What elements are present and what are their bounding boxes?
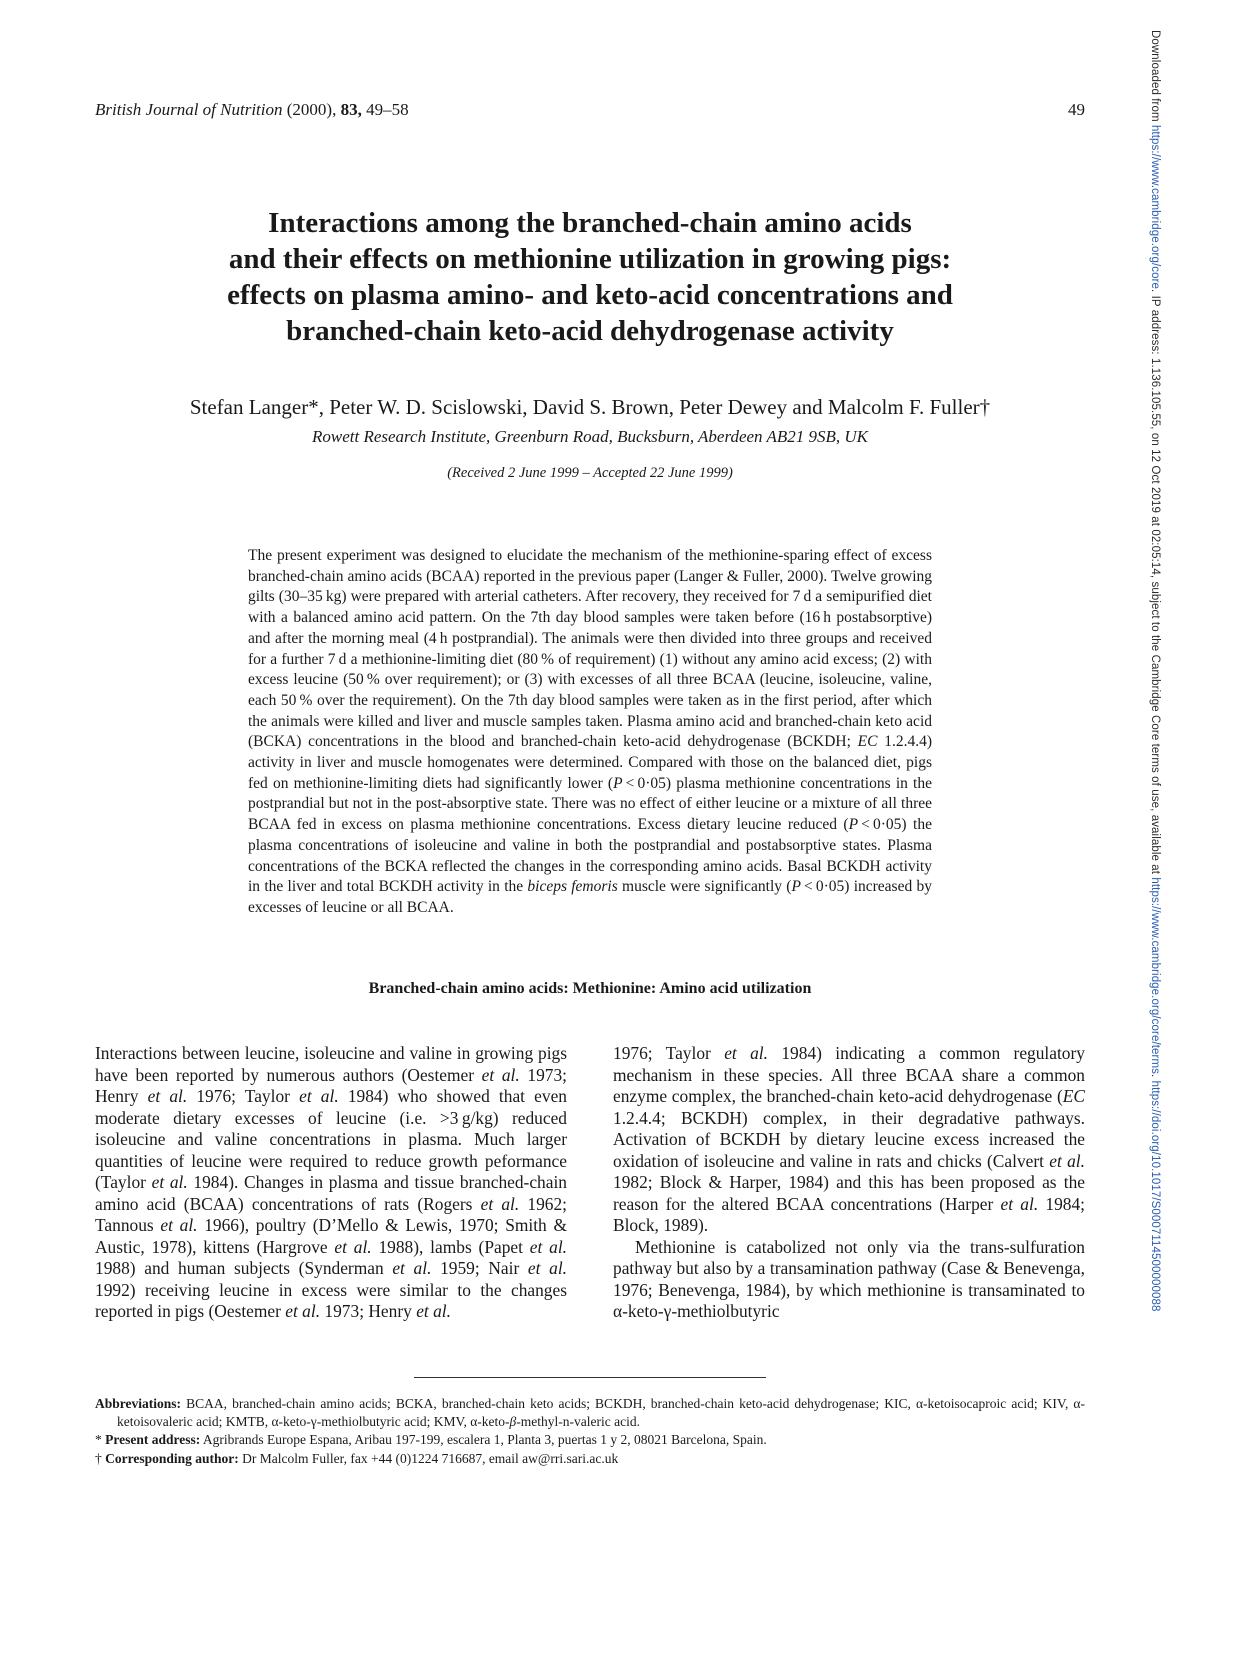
author-list: Stefan Langer*, Peter W. D. Scislowski, David S. Brown, Peter Dewey and Malcolm F. Fuller†: [189, 395, 991, 419]
page-number: 49: [1068, 100, 1085, 119]
footnotes: [95, 1395, 1085, 1468]
paragraph: Methionine is catabolized not only via the trans-sulfuration pathway but also by a transamination pathway (Case & Benevenga, 1976; Benevenga, 1984), by which methionine is transaminated to α-keto-γ-methiolbutyric: [613, 1236, 1085, 1321]
keywords: Branched-chain amino acids: Methionine: Amino acid utilization: [368, 980, 812, 997]
journal-year: (2000),: [286, 100, 337, 119]
title-line: and their effects on methionine utilization in growing pigs:: [228, 243, 952, 275]
terms-link[interactable]: https://www.cambridge.org/core/terms: [1149, 877, 1161, 1075]
body-column-right: [613, 1043, 1085, 1323]
download-note: Downloaded from https://www.cambridge.org/core. IP address: 1.136.105.55, on 12 Oct 2019 at 02:05:14, subject to the Cambridge Core terms of use, available at https://www.cambridge.org/core/terms. https://doi.org/10.1017/S0007114500000088: [1149, 30, 1161, 1312]
received-dates: (Received 2 June 1999 – Accepted 22 June 1999): [447, 465, 733, 481]
title-line: Interactions among the branched-chain amino acids: [268, 207, 912, 239]
abbreviations-footnote: Abbreviations: BCAA, branched-chain amino acids; BCKA, branched-chain keto acids; BCKDH, branched-chain keto-acid dehydrogenase; KIC, α-ketoisocaproic acid; KIV, α-ketoisovaleric acid; KMTB, α-keto-γ-methiolbutyric acid; KMV, α-keto-β-methyl-n-valeric acid.: [95, 1396, 1085, 1429]
paragraph: Interactions between leucine, isoleucine and valine in growing pigs have been reported by numerous authors (Oestemer et al. 1973; Henry et al. 1976; Taylor et al. 1984) who showed that even moderate dietary excesses of leucine (i.e. >3 g/kg) reduced isoleucine and valine concentrations in plasma. Much larger quantities of leucine were required to reduce growth peformance (Taylor et al. 1984). Changes in plasma and tissue branched-chain amino acid (BCAA) concentrations of rats (Rogers et al. 1962; Tannous et al. 1966), poultry (D’Mello & Lewis, 1970; Smith & Austic, 1978), kittens (Hargrove et al. 1988), lambs (Papet et al. 1988) and human subjects (Synderman et al. 1959; Nair et al. 1992) receiving leucine in excess were similar to the changes reported in pigs (Oestemer et al. 1973; Henry et al.: [95, 1043, 568, 1321]
journal-volume: 83,: [340, 100, 362, 119]
paragraph: 1976; Taylor et al. 1984) indicating a common regulatory mechanism in these species. All three BCAA share a common enzyme complex, the branched-chain keto-acid dehydrogenase (EC 1.2.4.4; BCKDH) complex, in their degradative pathways. Activation of BCKDH by dietary leucine excess increased the oxidation of isoleucine and valine in rats and chicks (Calvert et al. 1982; Block & Harper, 1984) and this has been proposed as the reason for the altered BCAA concentrations (Harper et al. 1984; Block, 1989).: [613, 1043, 1085, 1235]
present-address-footnote: * Present address: Agribrands Europe Espana, Aribau 197-199, escalera 1, Planta 3, puertas 1 y 2, 08021 Barcelona, Spain.: [95, 1432, 767, 1447]
abstract: The present experiment was designed to elucidate the mechanism of the methionine-sparing effect of excess branched-chain amino acids (BCAA) reported in the previous paper (Langer & Fuller, 2000). Twelve growing gilts (30–35 kg) were prepared with arterial catheters. After recovery, they received for 7 d a semipurified diet with a balanced amino acid pattern. On the 7th day blood samples were taken before (16 h postabsorptive) and after the morning meal (4 h postprandial). The animals were then divided into three groups and received for a further 7 d a methionine-limiting diet (80 % of requirement) (1) without any amino acid excess; (2) with excess leucine (50 % over requirement); or (3) with excesses of all three BCAA (leucine, isoleucine, valine, each 50 % over the requirement). On the 7th day blood samples were taken as in the first period, after which the animals were killed and liver and muscle samples taken. Plasma amino acid and branched-chain keto acid (BCKA) concentrations in the blood and branched-chain keto-acid dehydrogenase (BCKDH; EC 1.2.4.4) activity in liver and muscle homogenates were determined. Compared with those on the balanced diet, pigs fed on methionine-limiting diets had significantly lower (P < 0·05) plasma methionine concentrations in the postprandial but not in the post-absorptive state. There was no effect of either leucine or a mixture of all three BCAA fed in excess on plasma methionine concentrations. Excess dietary leucine reduced (P < 0·05) the plasma concentrations of isoleucine and valine in both the postprandial and postabsorptive states. Plasma concentrations of the BCKA reflected the changes in the corresponding amino acids. Basal BCKDH activity in the liver and total BCKDH activity in the biceps femoris muscle were significantly (P < 0·05) increased by excesses of leucine or all BCAA.: [248, 547, 932, 916]
body-column-left: [95, 1043, 567, 1323]
core-link[interactable]: https://www.cambridge.org/core: [1149, 124, 1161, 290]
title-line: effects on plasma amino- and keto-acid concentrations and: [227, 279, 953, 311]
journal-pages: 49–58: [366, 100, 409, 119]
running-head: [95, 100, 409, 120]
doi-link[interactable]: https://doi.org/10.1017/S0007114500000088: [1149, 1080, 1161, 1312]
footnote-divider: [414, 1377, 766, 1378]
corresponding-author-footnote: † Corresponding author: Dr Malcolm Fuller, fax +44 (0)1224 716687, email aw@rri.sari.ac.uk: [95, 1450, 619, 1466]
article-title: [130, 205, 1050, 349]
title-line: branched-chain keto-acid dehydrogenase activity: [286, 315, 894, 347]
journal-name: British Journal of Nutrition: [95, 100, 283, 119]
affiliation: Rowett Research Institute, Greenburn Road, Bucksburn, Aberdeen AB21 9SB, UK: [311, 427, 869, 446]
